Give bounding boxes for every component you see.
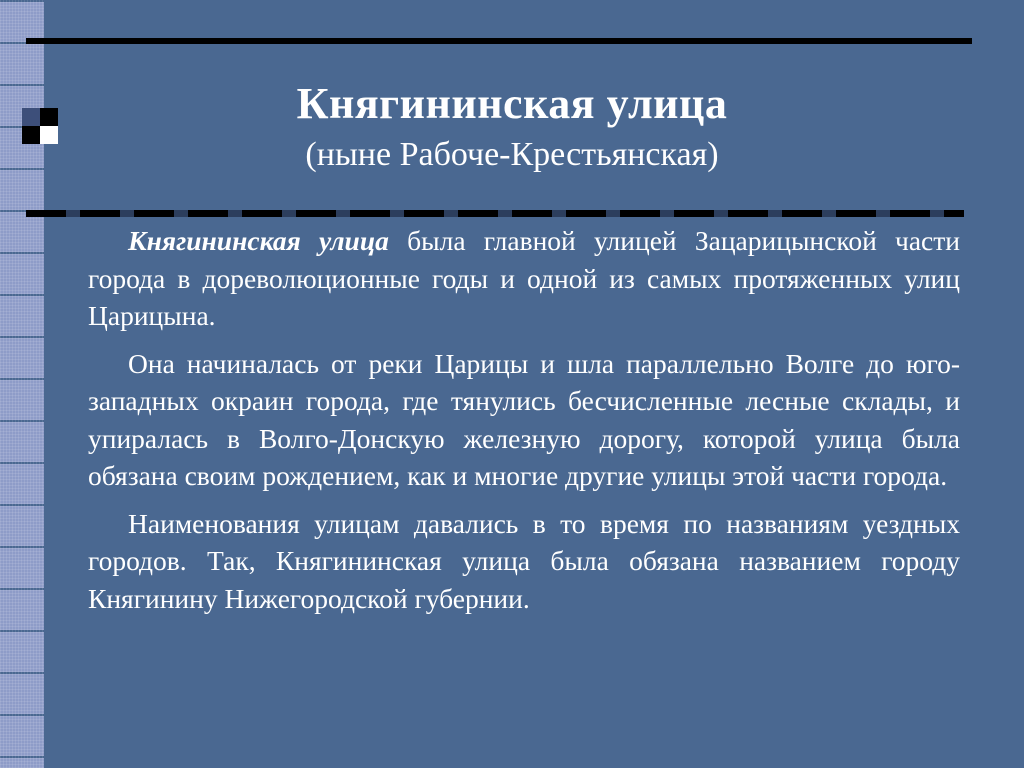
corner-square-mark xyxy=(22,108,58,144)
slide-title: Княгининская улица xyxy=(296,79,728,128)
paragraph-1-text: была главной улицей Зацарицынской части города в дореволюционные годы и одной из самых протяженных улиц Царицына. xyxy=(88,225,960,331)
paragraph-2: Она начиналась от реки Царицы и шла параллельно Волге до юго-западных окраин города, где тянулись бесчисленные лесные склады, и упиралась в Волго-Донскую железную дорогу, которой улица была обязана своим рождением, как и многие другие улицы этой части города. xyxy=(88,347,960,491)
paragraph-3: Наименования улицам давались в то время по названиям уездных городов. Так, Княгининская улица была обязана названием городу Княгинину Нижегородской губернии. xyxy=(88,507,960,614)
corner-square-bl xyxy=(22,126,40,144)
slide-body xyxy=(88,222,960,627)
corner-square-br xyxy=(40,126,58,144)
corner-square-tl xyxy=(22,108,40,126)
top-divider-line xyxy=(26,38,972,44)
corner-square-tr xyxy=(40,108,58,126)
slide-subtitle: (ныне Рабоче-Крестьянская) xyxy=(305,136,719,173)
paragraph-1-lead: Княгининская улица xyxy=(128,225,389,256)
dashed-divider-line xyxy=(26,210,964,217)
paragraph-1 xyxy=(88,222,960,335)
